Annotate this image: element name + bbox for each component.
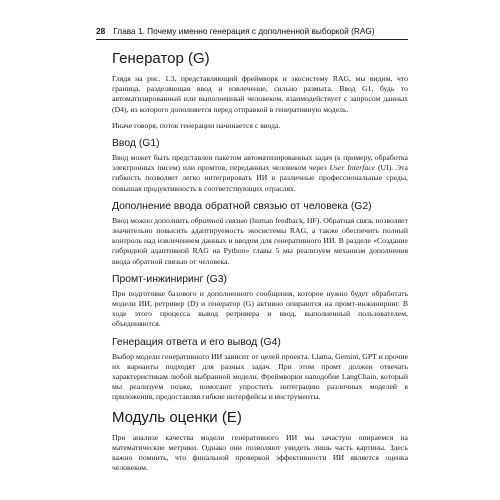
chapter-title: Глава 1. Почему именно генерация с дополненной выборкой (RAG) [113,26,375,36]
section-title-evaluator: Модуль оценки (E) [112,408,242,426]
text-run: Ввод может быть представлен пакетом автоматизированных задач (к примеру, обработка электронных писем) или промтов, переданных человеком через [112,153,408,173]
paragraph-generator-1: Глядя на рис. 1.3, представляющий фреймворк и экосистему RAG, мы видим, что граница, разделяющая ввод и извлечение, сильно размыта. Ввод G1, будь то автоматизированный или выполненный человеком, взаимодействует с запросом данных (D4), из которого дополняется перед отправкой в генеративную модель. [112,74,408,114]
text-run: Ввод можно дополнить [112,215,191,225]
subsection-title-prompt: Промт-инжиниринг (G3) [112,273,228,285]
emphasis-text: User Interface [329,163,376,173]
subsection-title-input: Ввод (G1) [112,138,160,150]
text-run: (human feedback, HF). Обратная связь позволяет значительно повысить адаптируемость экосистемы RAG, а также обеспечить полный контроль над извлечением данных и вводом для генеративного ИИ. В разделе «Создание гибридной адаптивной RAG на Python» главы 5 мы реализуем механизм дополнения ввода обратной связью от человека. [112,215,408,266]
running-header [96,26,408,36]
paragraph-feedback-1 [112,216,408,267]
paragraph-output-1: Выбор модели генеративного ИИ зависит от целей проекта. Llama, Gemini, GPT и прочие их варианты подходят для разных задач. При этом промт должен отвечать характеристикам любой выбранной модели. Фреймворки наподобие LangChain, который мы реализуем позже, помогают упростить интеграцию различных моделей в приложения, предоставляя гибкие интерфейсы и инструменты. [112,351,408,402]
paragraph-prompt-1: При подготовке базового и дополненного сообщения, которое нужно будет обработать модели ИИ, ретривер (D) и генератор (G) активно опираются на промт-инжиниринг. В ходе этого процесса вывод ретривера и ввод, выполненный пользователем, объединяются. [112,288,408,329]
page-body [112,50,408,479]
page-number: 28 [96,26,106,36]
emphasis-text: обратной связью [190,215,248,225]
paragraph-generator-2: Иначе говоря, поток генерации начинается с ввода. [112,120,281,130]
section-title-generator: Генератор (G) [112,50,210,67]
text-run: (UI). Эта гибкость позволяет легко интегрировать ИИ в различные профессиональные среды, повышая продуктивность в соответствующих отраслях. [112,163,408,193]
header-rule [96,39,408,40]
paragraph-input-1 [112,153,408,194]
subsection-title-feedback: Дополнение ввода обратной связью от человека (G2) [112,200,372,212]
subsection-title-output: Генерация ответа и его вывод (G4) [112,336,281,348]
paragraph-evaluator-1: При анализе качества модели генеративного ИИ мы зачастую опираемся на математические метрики. Однако они позволяют увидеть лишь часть картины. Здесь важно помнить, что финальной проверкой эффективности ИИ является оценка человеком. [112,432,408,473]
